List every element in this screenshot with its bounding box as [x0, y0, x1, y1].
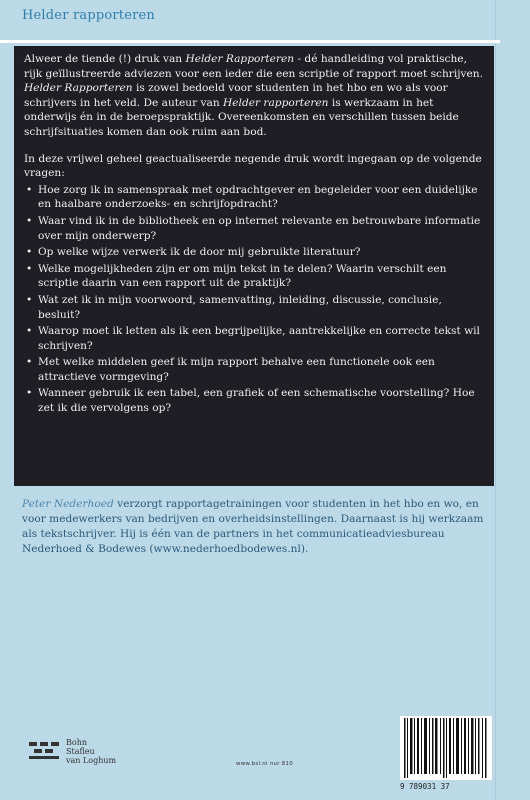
intro-paragraph: Alweer de tiende (!) druk van Helder Rapporteren - dé handleiding vol praktische, rijk geïllustreerde adviezen voor een ieder die een scriptie of rapport moet schrijven. Helder Rapporteren is zowel bedoeld voor studenten in het hbo en wo als voor schrijvers in het veld. De auteur van Helder rapporteren is werkzaam in het onderwijs én in de beroepspraktijk. Overeenkomsten en verschillen tussen beide schrijfsituaties komen dan ook ruim aan bod.	[24, 53, 483, 138]
author-bio: Peter Nederhoed verzorgt rapportagetrainingen voor studenten in het hbo en wo, en voor medewerkers van bedrijven en overheidsinstellingen. Daarnaast is hij werkzaam als tekstschrijver. Hij is één van de partners in het communicatieadviesbureau Nederhoed & Bodewes (www.nederhoedbodewes.nl).	[22, 498, 484, 555]
list-item: • Wat zet ik in mijn voorwoord, samenvatting, inleiding, discussie, conclusie, besluit?	[24, 293, 484, 322]
list-item: • Op welke wijze verwerk ik de door mij gebruikte literatuur?	[24, 245, 484, 260]
question-list	[24, 183, 484, 416]
list-item: • Waarop moet ik letten als ik een begrijpelijke, aantrekkelijke en correcte tekst wil schrijven?	[24, 324, 484, 353]
list-item: • Hoe zorg ik in samenspraak met opdrachtgever en begeleider voor een duidelijke en haalbare onderzoeks- en schrijfopdracht?	[24, 183, 484, 212]
publisher-name: Bohn Stafleu van Loghum	[66, 738, 117, 765]
list-item: • Met welke middelen geef ik mijn rapport behalve een functionele ook een attractieve vormgeving?	[24, 355, 484, 384]
list-item: • Wanneer gebruik ik een tabel, een grafiek of een schematische voorstelling? Hoe zet ik die vervolgens op?	[24, 386, 484, 415]
spine-strip	[495, 0, 530, 800]
title-divider	[0, 40, 500, 43]
barcode-icon	[400, 716, 492, 780]
questions-intro: In deze vrijwel geheel geactualiseerde negende druk wordt ingegaan op de volgende vragen:	[24, 152, 482, 180]
book-title: Helder rapporteren	[22, 8, 155, 23]
blurb-box	[14, 46, 494, 486]
barcode-number: 9 789031 37	[400, 782, 450, 791]
footer-info: www.bsl.nl nur 810	[236, 761, 293, 767]
publisher-block	[26, 738, 116, 765]
list-item: • Waar vind ik in de bibliotheek en op internet relevante en betrouwbare informatie over mijn onderwerp?	[24, 214, 484, 243]
publisher-logo-icon	[26, 739, 62, 765]
list-item: • Welke mogelijkheden zijn er om mijn tekst in te delen? Waarin verschilt een scriptie daarin van een rapport uit de praktijk?	[24, 262, 484, 291]
author-name: Peter Nederhoed	[22, 498, 114, 510]
